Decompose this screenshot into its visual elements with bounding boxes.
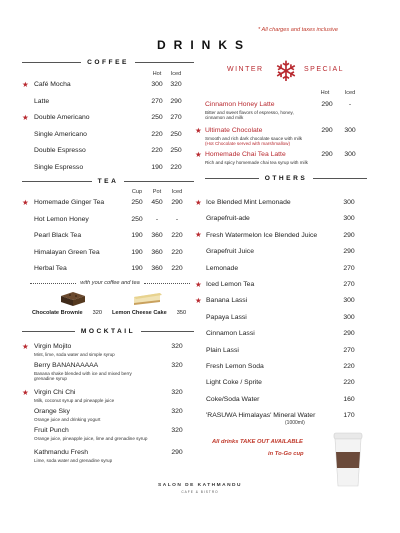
item-name: Homemade Chai Tea Latte (205, 151, 286, 158)
item-name: Virgin Chi Chi (34, 389, 76, 396)
tea-heading: TEA (22, 178, 194, 185)
item-name: Double Americano (34, 114, 90, 121)
price-iced: 300 (344, 127, 356, 134)
price-pot: 360 (151, 232, 163, 239)
price: 320 (171, 408, 183, 415)
price-hot: 290 (321, 101, 333, 108)
price-hot: 270 (151, 97, 163, 105)
price: 320 (171, 362, 183, 369)
price-iced: 220 (170, 163, 182, 171)
price-iced: 250 (170, 147, 182, 154)
item-name: Fresh Watermelon Ice Blended Juice (206, 231, 318, 239)
tea-item (34, 216, 194, 223)
tea-item (34, 199, 194, 206)
price: 300 (343, 199, 355, 206)
item-size: (1000ml) (285, 419, 305, 426)
price-iced: 220 (171, 248, 183, 256)
item-name: Pearl Black Tea (34, 232, 82, 239)
coffee-item (34, 131, 194, 138)
price-cup: 190 (131, 265, 143, 272)
price-iced: 300 (344, 151, 356, 158)
item-name: Latte (34, 97, 50, 105)
tea-item (34, 232, 194, 239)
mocktail-item (34, 362, 194, 369)
price-hot: 290 (321, 127, 333, 134)
star-icon: ★ (22, 341, 29, 351)
star-icon: ★ (22, 79, 29, 89)
winter-item (205, 151, 370, 158)
price: 320 (171, 389, 183, 396)
price: 160 (343, 395, 355, 403)
footer-tagline: CAFE & BISTRO (181, 490, 219, 494)
item-name: Cinnamon Honey Latte (205, 101, 275, 108)
item-note: (Hot Chocolate served with marshmallow) (205, 141, 291, 147)
item-name: Iced Lemon Tea (206, 281, 255, 288)
price-iced: - (348, 101, 352, 108)
item-description: Mint, lime, soda water and simple syrup (34, 351, 115, 357)
price: 270 (343, 264, 355, 272)
others-item (206, 314, 371, 321)
star-icon: ★ (22, 197, 29, 207)
price-iced: 290 (170, 97, 182, 105)
price: 220 (343, 363, 355, 370)
price: 300 (343, 297, 355, 305)
price-hot: 300 (151, 81, 163, 88)
price-cup: 250 (131, 215, 143, 223)
item-name: Ice Blended Mint Lemonade (206, 199, 291, 206)
price-iced: 220 (171, 232, 183, 239)
mocktail-item (34, 427, 194, 434)
item-description: Milk, coconut syrup and pineapple juice (34, 397, 115, 403)
item-description: grenadine syrup (34, 376, 67, 382)
item-name: Homemade Ginger Tea (34, 199, 105, 206)
others-item (206, 232, 371, 239)
item-name: Ultimate Chocolate (205, 127, 263, 134)
price-iced: 290 (171, 199, 183, 206)
brownie-image (58, 288, 88, 308)
price-cup: 250 (131, 199, 143, 206)
price-hot: 220 (151, 130, 163, 138)
star-icon: ★ (195, 295, 202, 305)
page-title: DRINKS (156, 38, 251, 52)
price: 270 (343, 281, 355, 288)
item-description: Lime, soda water and grenadine syrup (34, 457, 113, 463)
tea-item (34, 249, 194, 256)
tea-col-cup: Cup (131, 189, 143, 195)
others-item (206, 412, 371, 419)
price: 290 (343, 248, 355, 256)
item-name: Single Americano (34, 130, 87, 138)
star-icon: ★ (195, 197, 202, 207)
price-iced: 320 (170, 81, 182, 88)
price-iced: - (175, 215, 179, 223)
price: 320 (171, 343, 183, 350)
price-hot: 220 (151, 147, 163, 154)
item-name: Double Espresso (34, 147, 86, 154)
price-hot: 250 (151, 114, 163, 121)
item-description: Orange juice, pineapple juice, lime and grenadine syrup (34, 435, 148, 441)
takeout-note-cup: in To-Go cup (268, 451, 304, 457)
price-pot: 360 (151, 248, 163, 256)
others-item (206, 265, 371, 272)
item-name: Single Espresso (34, 163, 84, 171)
price: 170 (343, 412, 355, 420)
item-name: 'RASUWA Himalayas' Mineral Water (206, 412, 316, 420)
winter-col-hot: Hot (320, 90, 330, 96)
price-pot: 360 (151, 265, 163, 272)
others-item (206, 199, 371, 206)
item-name: Cinnamon Lassi (206, 330, 255, 338)
star-icon: ★ (195, 149, 202, 159)
item-name: Fruit Punch (34, 427, 69, 434)
tea-col-pot: Pot (152, 189, 162, 195)
others-heading: OTHERS (205, 175, 367, 182)
tax-note: * All charges and taxes inclusive (258, 27, 339, 33)
coffee-item (34, 81, 194, 88)
item-name: Virgin Mojito (34, 343, 72, 350)
coffee-item (34, 114, 194, 121)
item-name: Banana Lassi (206, 297, 248, 305)
item-description: Bitter and sweet flavors of espresso, honey, (205, 109, 294, 115)
others-item (206, 248, 371, 255)
price: 300 (343, 313, 355, 321)
price: 220 (343, 379, 355, 387)
coffee-col-hot: Hot (152, 71, 162, 77)
coffee-item (34, 98, 194, 105)
others-item (206, 363, 371, 370)
snowflake-icon: ❄ (274, 56, 298, 87)
item-name: Berry BANANAAAAA (34, 362, 99, 369)
price: 300 (343, 215, 355, 223)
item-name: Kathmandu Fresh (34, 449, 89, 456)
others-item (206, 347, 371, 354)
item-name: Hot Lemon Honey (34, 215, 89, 223)
takeout-note: All drinks TAKE OUT AVAILABLE (212, 439, 303, 445)
price-hot: 290 (321, 151, 333, 158)
price: 290 (343, 231, 355, 239)
price: 320 (171, 427, 183, 434)
price-pot: - (155, 215, 159, 223)
star-icon: ★ (22, 112, 29, 122)
coffee-heading: COFFEE (22, 59, 194, 66)
star-icon: ★ (22, 387, 29, 397)
to-go-cup-image (331, 430, 365, 488)
star-icon: ★ (195, 279, 202, 289)
others-item (206, 379, 371, 386)
item-name: Herbal Tea (34, 265, 67, 272)
item-name: Plain Lassi (206, 346, 239, 354)
footer-brand: SALON DE KATHMANDU (158, 483, 242, 488)
price: 270 (343, 346, 355, 354)
winter-col-iced: Iced (344, 90, 356, 96)
star-icon: ★ (195, 230, 202, 240)
price: 290 (343, 330, 355, 338)
others-item (206, 297, 371, 304)
item-description: Banana shake blended with ice and mixed berry (34, 370, 132, 376)
item-name: Coke/Soda Water (206, 395, 260, 403)
price-hot: 190 (151, 163, 163, 171)
price-iced: 220 (171, 265, 183, 272)
winter-item (205, 101, 370, 108)
with-coffee-heading: with your coffee and tea (30, 280, 190, 286)
mocktail-item (34, 408, 194, 415)
coffee-col-iced: Iced (170, 71, 182, 77)
item-name: Lemonade (206, 264, 239, 272)
item-name: Grapefruit Juice (206, 248, 254, 256)
item-name: Café Mocha (34, 81, 71, 88)
price-iced: 250 (170, 130, 182, 138)
with-coffee-item: Lemon Cheese Cake 350 (112, 310, 187, 316)
mocktail-item (34, 389, 194, 396)
others-item (206, 281, 371, 288)
item-name: Light Coke / Sprite (206, 379, 262, 387)
others-item (206, 330, 371, 337)
item-description: Orange juice and drinking yogurt (34, 416, 101, 422)
winter-item (205, 127, 370, 134)
price-cup: 190 (131, 232, 143, 239)
price-pot: 450 (151, 199, 163, 206)
item-description: Smooth and rich dark chocolate sauce with milk (205, 135, 303, 141)
star-icon: ★ (195, 125, 202, 135)
item-description: cinnamon and milk (205, 115, 244, 121)
item-name: Himalayan Green Tea (34, 248, 100, 256)
item-name: Papaya Lassi (206, 313, 247, 321)
with-coffee-item: Chocolate Brownie 320 (32, 310, 103, 316)
cheesecake-image (131, 288, 165, 308)
tea-col-iced: Iced (171, 189, 183, 195)
item-name: Orange Sky (34, 408, 70, 415)
tea-item (34, 265, 194, 272)
price-cup: 190 (131, 248, 143, 256)
coffee-item (34, 147, 194, 154)
others-item (206, 215, 371, 222)
item-name: Grapefruit-ade (206, 215, 250, 223)
others-item (206, 396, 371, 403)
item-description: Rich and spicy homemade chai tea syrup with milk (205, 159, 308, 165)
mocktail-item (34, 343, 194, 350)
coffee-item (34, 164, 194, 171)
mocktail-heading: MOCKTAIL (22, 328, 194, 335)
price: 290 (171, 449, 183, 456)
mocktail-item (34, 449, 194, 456)
winter-special-banner: ❄ WINTER SPECIAL (212, 52, 360, 92)
price-iced: 270 (170, 114, 182, 121)
item-name: Fresh Lemon Soda (206, 363, 264, 370)
